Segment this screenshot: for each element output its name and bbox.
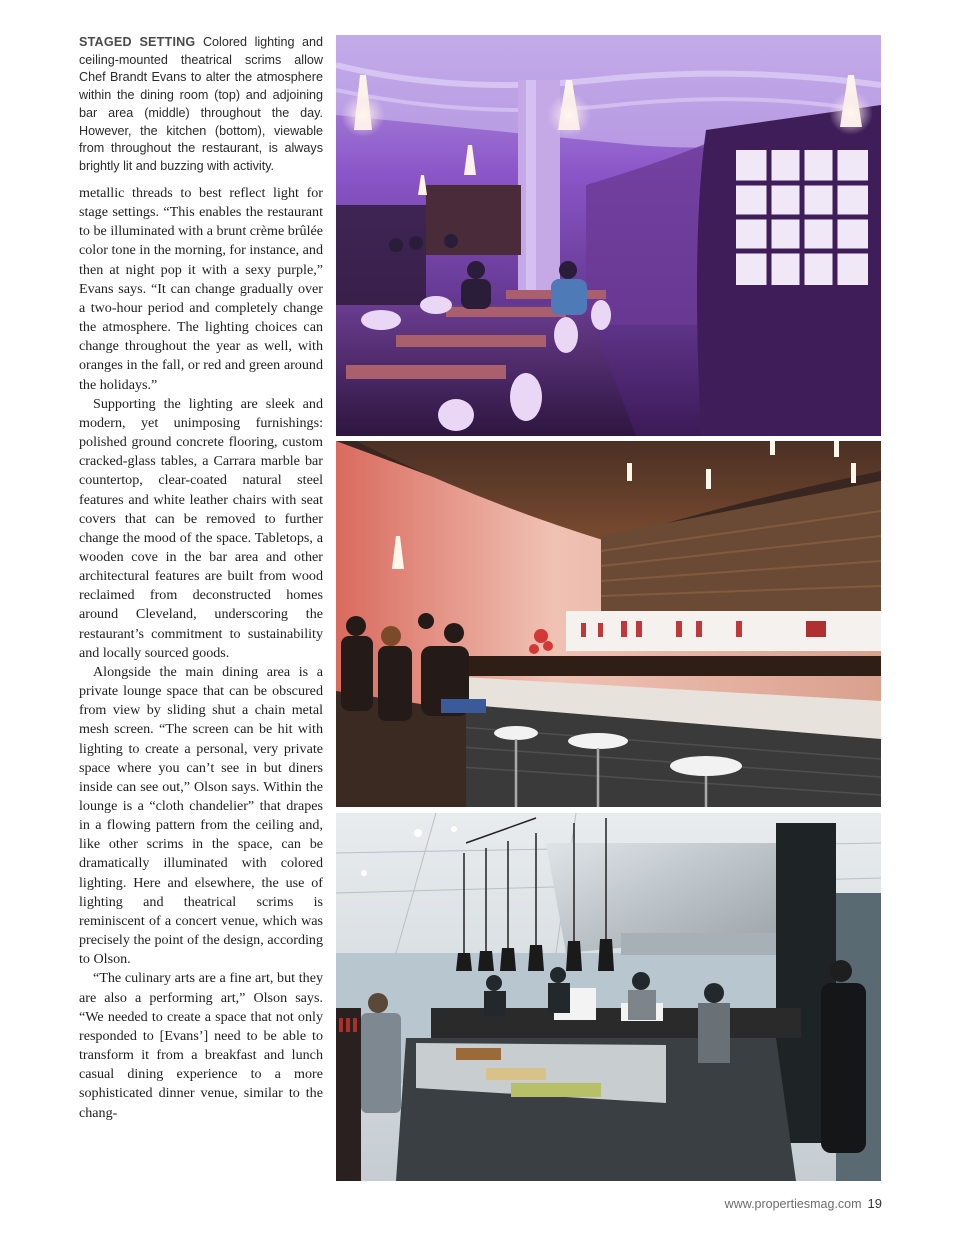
kitchen-photo: [336, 813, 881, 1181]
dining-room-photo: [336, 35, 881, 436]
article-paragraph-2: Supporting the lighting are sleek and modern, yet unimposing furnishings: polished ground concrete flooring, custom cracked-glass tables, a Carrara marble bar countertop, clear-coated natural steel features and white leather chairs with seat covers that can be removed to further change the mood of the space. Tabletops, a wooden cove in the bar area and other architectural features are built from wood reclaimed from deconstructed homes around Cleveland, underscoring the restaurant’s commitment to sustainability and locally sourced goods.: [79, 395, 323, 661]
page-footer: [725, 1196, 882, 1211]
article-paragraph-1: metallic threads to best reflect light for stage settings. “This enables the restaurant to be illuminated with a brunt crème brûlée color tone in the morning, for instance, and then at night pop it with a sexy purple,” Evans says. “It can change gradually over a two-hour period and completely change the atmosphere. The lighting choices can change throughout the year as well, with oranges in the fall, or red and green around the holidays.”: [79, 185, 323, 393]
bar-area-photo: [336, 441, 881, 807]
caption-text: Colored lighting and ceiling-mounted theatrical scrims allow Chef Brandt Evans to alter the atmosphere within the dining room (top) and adjoining bar area (middle) throughout the day. However, the kitchen (bottom), viewable from throughout the restaurant, is always brightly lit and buzzing with activity.: [79, 35, 323, 173]
article-paragraph-3: Alongside the main dining area is a private lounge space that can be obscured from view by sliding shut a chain metal mesh screen. “The screen can be hit with lighting to create a personal, very private space where you can’t see in but diners inside can see out,” Olson says. Within the lounge is a “cloth chandelier” that drapes in a flowing pattern from the ceiling and, like other scrims in the space, can be dramatically illuminated with colored lighting. Here and elsewhere, the use of lighting and theatrical scrims is reminiscent of a concert venue, which was precisely the point of the design, according to Olson.: [79, 663, 323, 968]
article-paragraph-4: “The culinary arts are a fine art, but they are also a performing art,” Olson says. “We needed to create a space that not only responded to [Evans’] need to be able to transform it from a breakfast and lunch casual dining experience to a more sophisticated dinner venue, similar to the chang-: [79, 970, 323, 1121]
caption-lead: STAGED SETTING: [79, 35, 196, 49]
photo-caption: [79, 34, 323, 176]
footer-website: www.propertiesmag.com: [724, 1197, 862, 1211]
page-number: 19: [867, 1196, 882, 1211]
article-body: [79, 184, 323, 1123]
